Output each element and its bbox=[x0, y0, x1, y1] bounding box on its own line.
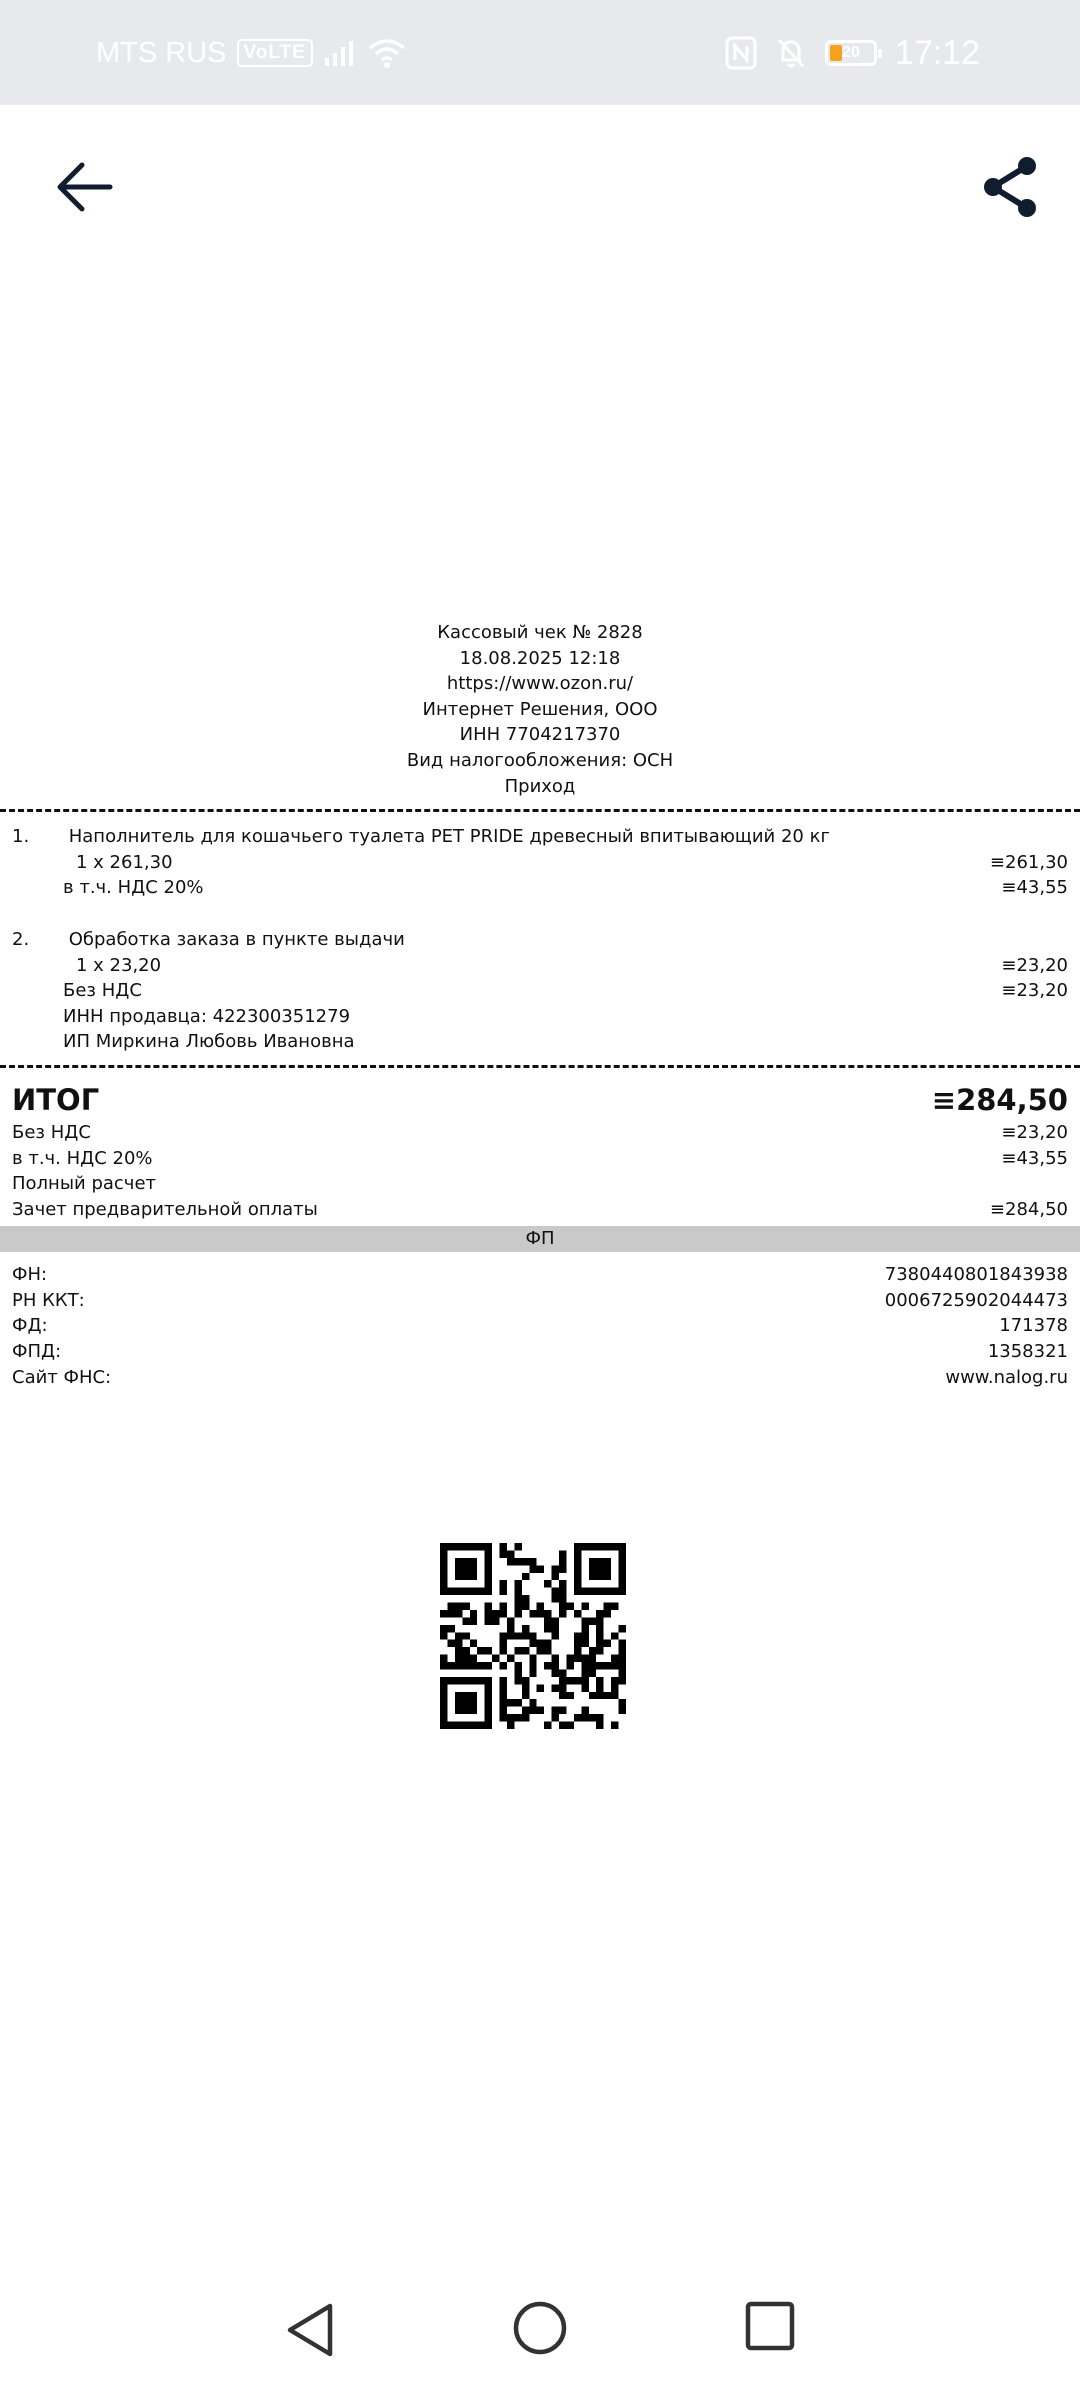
fd-label: ФД: bbox=[12, 1315, 48, 1337]
clock: 17:12 bbox=[894, 33, 980, 72]
nfc-icon bbox=[725, 36, 757, 70]
fpd-value: 1358321 bbox=[987, 1341, 1068, 1363]
receipt-items bbox=[0, 824, 1080, 1055]
item-tax-label: Без НДС bbox=[63, 980, 142, 1002]
status-left bbox=[96, 30, 407, 76]
carrier-name: MTS RUS bbox=[96, 36, 227, 69]
tax-system: Вид налогообложения: ОСН bbox=[406, 749, 674, 771]
fn-label: ФН: bbox=[12, 1264, 48, 1286]
receipt-number: Кассовый чек № 2828 bbox=[437, 622, 643, 643]
battery-level: 20 bbox=[842, 44, 860, 61]
list-item bbox=[12, 824, 1068, 901]
item-tax-label: в т.ч. НДС 20% bbox=[63, 877, 204, 899]
vat-value: ≡43,55 bbox=[1001, 1147, 1068, 1169]
item-seller-inn: ИНН продавца: 422300351279 bbox=[63, 1005, 351, 1027]
item-name: Наполнитель для кошачьего туалета PET PRIDE древесный впитывающий 20 кг bbox=[68, 826, 830, 848]
divider bbox=[0, 1065, 1080, 1068]
fp-bar: ФП bbox=[0, 1226, 1080, 1252]
item-number: 2. bbox=[12, 928, 30, 950]
item-number: 1. bbox=[12, 826, 30, 848]
fns-site-label: Сайт ФНС: bbox=[12, 1366, 112, 1388]
volte-badge: VoLTE bbox=[237, 39, 313, 67]
status-right bbox=[725, 30, 980, 76]
item-qty-price: 1 х 23,20 bbox=[76, 954, 162, 976]
seller-inn: ИНН 7704217370 bbox=[459, 724, 621, 746]
rn-kkt-label: РН ККТ: bbox=[12, 1289, 85, 1311]
arrow-left-icon bbox=[54, 159, 114, 215]
fd-value: 171378 bbox=[999, 1315, 1068, 1337]
fpd-label: ФПД: bbox=[12, 1341, 62, 1363]
seller-name: Интернет Решения, ООО bbox=[422, 698, 658, 720]
triangle-back-icon[interactable] bbox=[282, 2300, 336, 2360]
back-button[interactable] bbox=[44, 147, 124, 227]
signal-icon bbox=[323, 38, 357, 68]
seller-website: https://www.ozon.ru/ bbox=[446, 673, 634, 695]
item-tax-value: ≡23,20 bbox=[1001, 980, 1068, 1002]
bell-off-icon bbox=[775, 36, 807, 70]
battery-icon bbox=[825, 40, 877, 66]
share-icon bbox=[979, 154, 1041, 220]
fiscal-data bbox=[0, 1252, 1080, 1390]
rn-kkt-value: 0006725902044473 bbox=[884, 1289, 1068, 1311]
payment-type: Полный расчет bbox=[12, 1173, 156, 1195]
status-bar bbox=[0, 0, 1080, 105]
total-value: ≡284,50 bbox=[931, 1082, 1068, 1117]
item-name: Обработка заказа в пункте выдачи bbox=[68, 928, 405, 950]
fns-site-value: www.nalog.ru bbox=[945, 1366, 1068, 1388]
item-sum: ≡261,30 bbox=[989, 851, 1068, 873]
operation-type: Приход bbox=[504, 775, 576, 797]
receipt bbox=[0, 620, 1080, 1390]
total-row bbox=[12, 1080, 1068, 1120]
list-item bbox=[12, 927, 1068, 1055]
wifi-icon bbox=[367, 37, 407, 69]
item-sum: ≡23,20 bbox=[1001, 954, 1068, 976]
app-bar bbox=[0, 105, 1080, 275]
no-vat-label: Без НДС bbox=[12, 1121, 91, 1143]
vat-label: в т.ч. НДС 20% bbox=[12, 1147, 153, 1169]
share-button[interactable] bbox=[970, 147, 1050, 227]
fn-value: 7380440801843938 bbox=[884, 1264, 1068, 1286]
square-recent-icon[interactable] bbox=[744, 2300, 796, 2352]
divider bbox=[0, 809, 1080, 812]
item-qty-price: 1 х 261,30 bbox=[76, 851, 173, 873]
navigation-bar bbox=[0, 2280, 1080, 2400]
item-tax-value: ≡43,55 bbox=[1001, 877, 1068, 899]
qr-code bbox=[440, 1543, 626, 1729]
receipt-datetime: 18.08.2025 12:18 bbox=[459, 647, 621, 669]
item-seller-name: ИП Миркина Любовь Ивановна bbox=[63, 1031, 355, 1053]
prepay-value: ≡284,50 bbox=[989, 1198, 1068, 1220]
receipt-totals bbox=[0, 1080, 1080, 1222]
prepay-label: Зачет предварительной оплаты bbox=[12, 1198, 318, 1220]
circle-home-icon[interactable] bbox=[512, 2300, 568, 2356]
no-vat-value: ≡23,20 bbox=[1001, 1121, 1068, 1143]
total-label: ИТОГ bbox=[12, 1082, 100, 1117]
receipt-header bbox=[0, 620, 1080, 799]
